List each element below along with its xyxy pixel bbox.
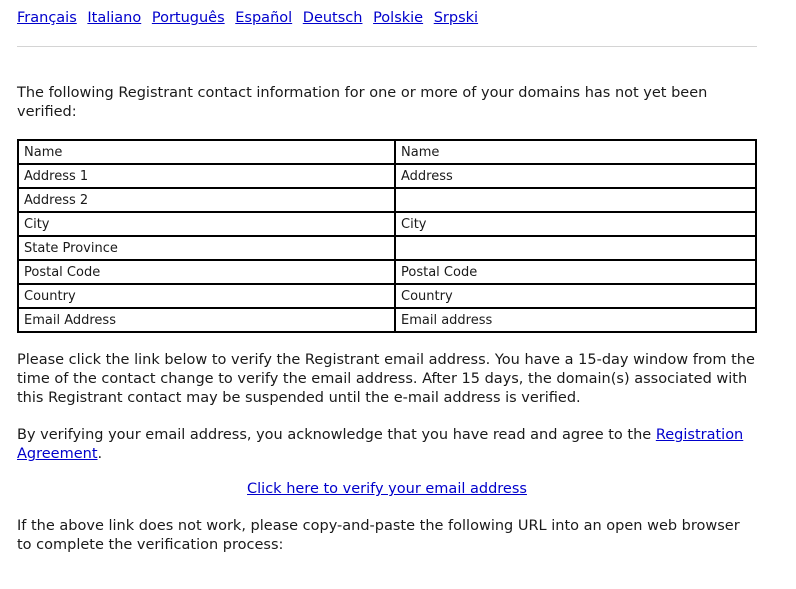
instructions-text: Please click the link below to verify the Registrant email address. You have a 15-day window from the time of the contact change to verify the email address. After 15 days, the domain(s) associated with this Registrant contact may be suspended until the e-mail address is verified. bbox=[17, 352, 755, 406]
table-cell-label: Name bbox=[18, 140, 395, 164]
verify-link-container bbox=[17, 480, 757, 499]
table-cell-label: Email Address bbox=[18, 308, 395, 332]
table-cell-value: City bbox=[395, 212, 756, 236]
language-link-espanol[interactable]: Español bbox=[235, 10, 293, 26]
language-link-srpski[interactable]: Srpski bbox=[433, 10, 479, 26]
table-cell-value bbox=[395, 188, 756, 212]
language-link-francais[interactable]: Français bbox=[17, 10, 77, 26]
intro-text: The following Registrant contact information for one or more of your domains has not yet been verified: bbox=[17, 85, 708, 120]
table-row bbox=[18, 260, 756, 284]
agreement-suffix: . bbox=[97, 446, 103, 462]
table-row bbox=[18, 308, 756, 332]
table-cell-value: Email address bbox=[395, 308, 756, 332]
table-row bbox=[18, 236, 756, 260]
table-cell-value: Address bbox=[395, 164, 756, 188]
table-cell-value: Country bbox=[395, 284, 756, 308]
table-cell-label: State Province bbox=[18, 236, 395, 260]
table-cell-value bbox=[395, 236, 756, 260]
table-cell-label: Address 1 bbox=[18, 164, 395, 188]
registration-agreement-link[interactable]: Registration Agreement bbox=[17, 427, 744, 462]
language-link-portugues[interactable]: Português bbox=[151, 10, 225, 26]
header-divider bbox=[17, 46, 757, 47]
language-link-deutsch[interactable]: Deutsch bbox=[302, 10, 363, 26]
language-link-polskie[interactable]: Polskie bbox=[373, 10, 424, 26]
table-row bbox=[18, 284, 756, 308]
language-bar bbox=[17, 0, 757, 29]
table-row bbox=[18, 140, 756, 164]
language-link-italiano[interactable]: Italiano bbox=[87, 10, 142, 26]
table-cell-label: Address 2 bbox=[18, 188, 395, 212]
verify-email-link[interactable]: Click here to verify your email address bbox=[247, 481, 527, 497]
table-cell-value: Name bbox=[395, 140, 756, 164]
table-row bbox=[18, 164, 756, 188]
table-row bbox=[18, 212, 756, 236]
table-cell-label: Country bbox=[18, 284, 395, 308]
fallback-text: If the above link does not work, please copy-and-paste the following URL into an open web browser to complete the verification process: bbox=[17, 518, 740, 553]
table-row bbox=[18, 188, 756, 212]
table-cell-label: City bbox=[18, 212, 395, 236]
table-cell-label: Postal Code bbox=[18, 260, 395, 284]
table-cell-value: Postal Code bbox=[395, 260, 756, 284]
contact-table bbox=[17, 139, 757, 333]
agreement-text bbox=[17, 426, 757, 464]
agreement-prefix: By verifying your email address, you acknowledge that you have read and agree to the bbox=[17, 427, 656, 443]
